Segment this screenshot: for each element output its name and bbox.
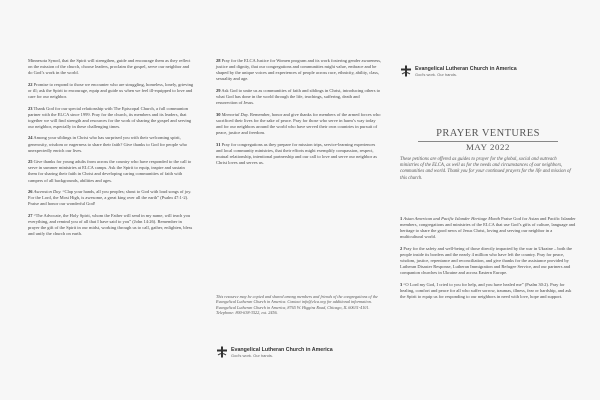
petition-30: 30 Memorial Day. Remember, honor and give thanks for members of the armed forces who sacrificed their lives for the sake of peace. Pray for those who serve in harm’s way today and for our neighbors around the world who have served their own countries in pursuit of peace, justice and freedom. <box>216 111 381 135</box>
petition-27: 27 “The Advocate, the Holy Spirit, whom the Father will send in my name, will teach you everything, and remind you of all that I have said to you” (John 14:26). Remember in prayer the gift of the Spirit in our midst, working through us to call, gather, enlighten, bless and unify the church on earth. <box>28 212 193 237</box>
left-column <box>28 58 194 243</box>
petition-21-cont: Minnesota Synod, that the Spirit will strengthen, guide and encourage them as they reflect on the mission of the church, choose leaders, proclaim the gospel, serve our neighbor and do God’s work in the world. <box>28 58 191 76</box>
petition-2: 2 Pray for the safety and well-being of those directly impacted by the war in Ukraine – both the people inside its borders and the nearly 4 million who have left the country. Pray for peace, wisdom, justice, repentance and reconciliation, and give thanks for the assistance provided by Lutheran Disaster Response, Lutheran Immigration and Refugee Service, and our partners and companion churches in Ukraine and across Eastern Europe. <box>400 245 572 276</box>
right-column <box>400 216 576 306</box>
petition-22: 22 Promise to respond to those we encounter who are struggling, homeless, lonely, grieving or ill; ask the Spirit to encourage, equip and guide us when we feel ill-equipped to love and care for our neighbor. <box>28 81 194 99</box>
petition-1: 1 Asian American and Pacific Islander Heritage Month Praise God for Asian and Pacific Islander members, congregations and ministries of the ELCA that use God’s gifts of culture, language and heritage to share the good news of Jesus Christ, loving and serving our neighbor in a multicultural world. <box>400 216 576 240</box>
petition-25: 25 Give thanks for young adults from across the country who have responded to the call to serve in summer ministries at ELCA camps. Ask the Spirit to equip, inspire and sustain them for sharing their faith in Christ and developing caring communities of faith with campers of all backgrounds, abilities and ages. <box>28 159 192 183</box>
title-block <box>400 128 576 152</box>
elca-cross-icon <box>400 65 412 77</box>
title-divider <box>418 141 558 142</box>
copyright-notice: This resource may be copied and shared among members and friends of the congregations of the Evangelical Lutheran Church in America. Contact info@elca.org for additional information. Evangelical Lutheran Church in America, 8765 W. Higgins Road, Chicago, IL 60631-4101. Telephone: 800-638-3522, ext. 2456. <box>216 294 378 316</box>
petition-23: 23 Thank God for our special relationship with The Episcopal Church, a full communion partner with the ELCA since 1999. Pray for the church, its members and its leaders, that together we will find strength and resources for the work of sharing the gospel and serving our neighbor, especially in these challenging times. <box>28 105 192 129</box>
elca-logo-bottom: Evangelical Lutheran Church in America God’s work. Our hands. <box>216 346 333 358</box>
petition-24: 24 Among your siblings in Christ who has surprised you with their welcoming spirit, generosity, wisdom or eagerness to share their faith? Give thanks to God for people who unexpectedly enrich our lives. <box>28 135 188 153</box>
page-subtitle: MAY 2022 <box>466 141 510 152</box>
middle-column <box>216 58 382 171</box>
petition-29: 29 Ask God to unite us as communities of faith and siblings in Christ, introducing others to what God has done in the world through the life, teachings, suffering, death and resurrection of Jesus. <box>216 87 381 106</box>
petition-26: 26 Ascension Day. “Clap your hands, all you peoples; shout to God with loud songs of joy. For the Lord, the Most High, is awesome, a great king over all the earth” (Psalm 47:1-2). Praise and honor our wonderful God! <box>28 189 192 207</box>
elca-cross-icon <box>216 346 228 358</box>
page-title: PRAYER VENTURES <box>436 128 540 139</box>
petition-31: 31 Pray for congregations as they prepare for mission trips, service-learning experiences and local community ministries, that their efforts might exemplify compassion, respect, mutual relationship, intentional partnership and our call to love and serve our neighbor as Christ loves and serves us. <box>216 141 377 165</box>
petition-28: 28 Pray for the ELCA Justice for Women program and its work fostering gender awareness, justice and dignity, that our congregations and communities might value, embrace and be shaped by the unique voices and experiences of people across race, ethnicity, ability, class, sexuality and age. <box>216 58 382 82</box>
intro-text: These petitions are offered as guides to prayer for the global, social and outreach ministries of the ELCA, as well as for the needs and circumstances of our neighbors, communities and world. Thank you for your continued prayers for the life and mission of this church. <box>400 157 571 181</box>
elca-logo-top: Evangelical Lutheran Church in America God’s work. Our hands. <box>400 65 517 77</box>
petition-3: 3 “O Lord my God, I cried to you for help, and you have healed me” (Psalm 30:2). Pray for healing, comfort and peace for all who suffer sorrow, traumas, illness, fear or hardship, and ask the Spirit to equip us for responding to our neighbors in need with love, hope and support. <box>400 281 572 300</box>
